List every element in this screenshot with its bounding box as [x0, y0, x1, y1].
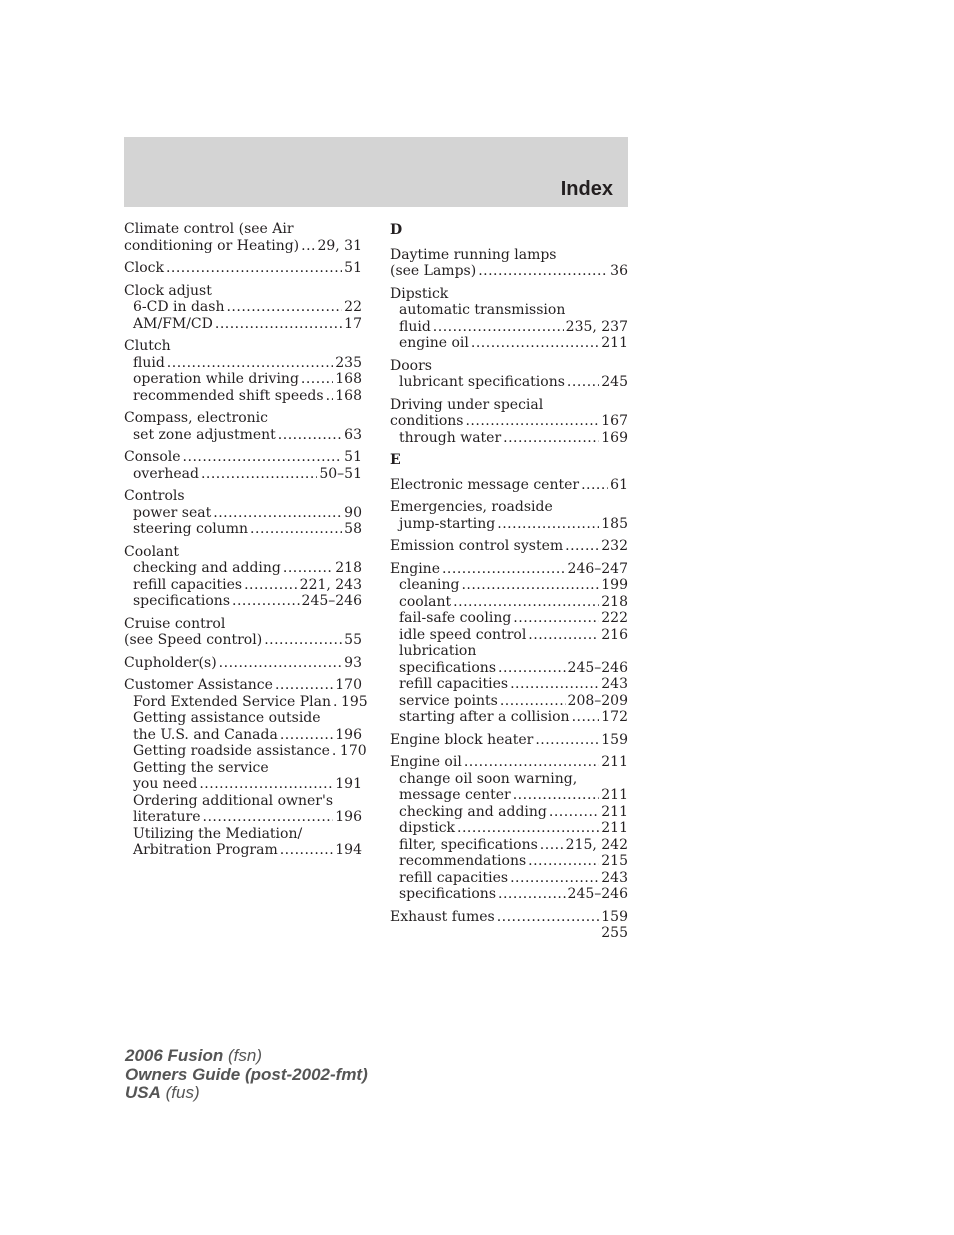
index-term: the U.S. and Canada — [133, 726, 278, 743]
index-page-ref: 215, 242 — [565, 836, 628, 853]
index-term: Engine block heater — [390, 731, 534, 748]
index-entry-line — [124, 488, 362, 505]
index-entry-line — [124, 260, 362, 277]
index-page-ref: 168 — [335, 387, 362, 404]
dot-leader — [278, 427, 342, 444]
index-term: Clock adjust — [124, 282, 212, 299]
index-entry — [124, 449, 362, 482]
index-term: Console — [124, 449, 181, 465]
index-page-ref: 17 — [344, 315, 362, 332]
index-page-ref: 191 — [335, 776, 362, 792]
index-term: Ford Extended Service Plan — [133, 693, 331, 710]
index-subentry — [390, 627, 628, 644]
footer-line-3: USA (fus) — [125, 1083, 200, 1102]
index-page-ref: 208–209 — [567, 692, 628, 709]
index-entry — [390, 247, 628, 280]
index-entry-line — [390, 909, 628, 926]
index-subentry — [390, 660, 628, 677]
index-page-ref: 245 — [601, 374, 628, 390]
dot-leader — [478, 263, 608, 280]
index-term: Getting the service — [133, 759, 269, 776]
index-subentry — [390, 787, 628, 804]
index-page-ref: 172 — [601, 709, 628, 725]
index-term: engine oil — [399, 335, 469, 351]
index-page-ref: 232 — [601, 538, 628, 554]
dot-leader — [565, 538, 599, 555]
index-subentry — [124, 743, 367, 760]
dot-leader — [326, 388, 334, 405]
index-term: coolant — [399, 593, 452, 610]
index-entry — [124, 488, 362, 538]
index-entry — [390, 397, 628, 447]
index-entry-line — [124, 544, 362, 561]
index-term: jump-starting — [399, 515, 496, 532]
index-term: lubricant specifications — [399, 374, 565, 390]
index-entry — [124, 283, 362, 333]
index-term: Ordering additional owner's — [133, 792, 334, 809]
index-page-ref: 50–51 — [319, 465, 362, 482]
index-subentry — [390, 676, 628, 693]
index-subentry — [390, 577, 628, 594]
index-term: Engine — [390, 560, 440, 577]
index-page-ref: 29, 31 — [317, 237, 362, 254]
index-subentry — [124, 355, 362, 372]
dot-leader — [442, 561, 566, 578]
index-page-ref: 243 — [601, 869, 628, 886]
index-subentry — [124, 710, 362, 727]
index-term: Emergencies, roadside — [390, 499, 553, 515]
index-subentry — [390, 709, 628, 726]
index-page-ref: 167 — [601, 413, 628, 429]
index-subentry — [124, 371, 362, 388]
index-term: overhead — [133, 465, 199, 482]
index-term: Dipstick — [390, 285, 449, 302]
dot-leader — [250, 521, 342, 538]
index-entry-line — [124, 221, 362, 238]
index-term: Cruise control — [124, 615, 226, 632]
index-subentry — [124, 842, 362, 859]
index-entry — [390, 754, 628, 903]
index-entry-line — [390, 754, 628, 771]
index-term: Getting assistance outside — [133, 710, 321, 726]
index-entry — [124, 677, 368, 859]
index-term: literature — [133, 809, 201, 825]
index-term: 6-CD in dash — [133, 299, 225, 315]
index-subentry — [390, 804, 628, 821]
index-subentry — [390, 870, 628, 887]
index-entry — [390, 909, 628, 926]
index-entry-line — [124, 238, 362, 255]
footer — [125, 1047, 368, 1103]
index-page-ref: 36 — [610, 263, 628, 279]
index-term: lubrication — [399, 643, 477, 659]
page-number: 255 — [601, 925, 628, 941]
index-subentry — [390, 610, 628, 627]
index-term: Clutch — [124, 338, 171, 354]
dot-leader — [201, 466, 317, 483]
index-subentry — [124, 388, 362, 405]
index-subentry — [390, 643, 628, 660]
index-entry-line — [390, 247, 628, 264]
dot-leader — [433, 319, 564, 336]
index-entry-line — [390, 263, 628, 280]
index-subentry — [124, 505, 362, 522]
index-term: cleaning — [399, 577, 460, 593]
dot-leader — [503, 430, 599, 447]
dot-leader — [199, 776, 333, 793]
index-entry — [390, 477, 628, 494]
index-subentry — [390, 853, 628, 870]
index-page-ref: 185 — [601, 515, 628, 532]
index-term: refill capacities — [399, 676, 509, 692]
dot-leader — [244, 577, 298, 594]
index-entry — [390, 732, 628, 749]
index-entry — [390, 286, 628, 352]
index-entry-line — [124, 283, 362, 300]
index-page-ref: 211 — [601, 787, 628, 803]
index-term: automatic transmission — [399, 302, 566, 318]
index-page-ref: 51 — [344, 449, 362, 465]
index-term: specifications — [133, 593, 231, 609]
index-term: Coolant — [124, 543, 180, 560]
index-subentry — [124, 427, 362, 444]
dot-leader — [513, 787, 600, 804]
index-subentry — [390, 820, 628, 837]
index-term: specifications — [399, 659, 497, 676]
index-term: Getting roadside assistance — [133, 743, 330, 759]
index-term: fluid — [133, 354, 165, 371]
index-term: Controls — [124, 488, 185, 504]
index-page-ref: 243 — [601, 676, 628, 692]
index-subentry — [124, 793, 362, 810]
index-term: operation while driving — [133, 371, 299, 387]
index-page-ref: 245–246 — [567, 659, 628, 676]
dot-leader — [203, 809, 334, 826]
index-subentry — [124, 776, 362, 793]
index-subentry — [124, 521, 362, 538]
index-page-ref: 196 — [335, 726, 362, 743]
index-page-ref: 211 — [601, 335, 628, 351]
index-subentry — [390, 693, 628, 710]
index-term: specifications — [399, 886, 497, 902]
dot-leader — [513, 610, 599, 627]
index-entry-line — [390, 286, 628, 303]
index-term: you need — [133, 776, 198, 792]
dot-leader — [332, 743, 338, 760]
page-title: Index — [560, 178, 613, 200]
index-entry-line — [390, 477, 628, 494]
index-term: recommendations — [399, 853, 527, 869]
index-entry-line — [124, 677, 362, 694]
index-page-ref: 93 — [344, 654, 362, 671]
index-term: Compass, electronic — [124, 410, 268, 426]
dot-leader — [275, 677, 333, 694]
dot-leader — [528, 627, 599, 644]
dot-leader — [498, 660, 566, 677]
index-term: conditions — [390, 413, 464, 429]
index-term: Emission control system — [390, 538, 564, 554]
index-term: filter, specifications — [399, 836, 538, 853]
dot-leader — [471, 335, 599, 352]
dot-leader — [280, 842, 334, 859]
index-term: through water — [399, 429, 502, 446]
index-term: starting after a collision — [399, 709, 570, 725]
dot-leader — [264, 632, 342, 649]
index-term: Driving under special — [390, 396, 544, 413]
index-term: Clock — [124, 260, 164, 276]
index-entry-line — [124, 616, 362, 633]
dot-leader — [226, 299, 342, 316]
index-page-ref: 199 — [601, 577, 628, 593]
dot-leader — [500, 693, 566, 710]
index-entry-line — [390, 561, 628, 578]
index-entry-line — [124, 449, 362, 466]
index-subentry — [390, 374, 628, 391]
index-subentry — [124, 693, 368, 711]
index-subentry — [124, 316, 362, 333]
index-page-ref: 245–246 — [567, 886, 628, 902]
index-subentry — [124, 760, 362, 777]
index-entry-line — [390, 732, 628, 749]
index-page-ref: 22 — [344, 299, 362, 315]
dot-leader — [301, 238, 315, 255]
index-term: fail-safe cooling — [399, 610, 512, 626]
index-subentry — [124, 577, 362, 594]
dot-leader — [280, 727, 333, 744]
index-subentry — [124, 826, 362, 843]
index-term: AM/FM/CD — [133, 315, 213, 332]
index-subentry — [390, 430, 628, 447]
dot-leader — [167, 355, 333, 372]
index-page-ref: 159 — [601, 731, 628, 748]
index-term: (see Lamps) — [390, 263, 477, 279]
dot-leader — [549, 804, 599, 821]
index-entry — [124, 410, 362, 443]
dot-leader — [497, 909, 600, 926]
index-page-ref: 222 — [601, 610, 628, 626]
index-term: Exhaust fumes — [390, 908, 495, 925]
index-term: service points — [399, 692, 498, 709]
dot-leader — [510, 870, 599, 887]
index-subentry — [390, 771, 628, 788]
dot-leader — [283, 560, 333, 577]
index-page-ref: 235 — [335, 354, 362, 371]
index-term: fluid — [399, 318, 431, 335]
index-term: (see Speed control) — [124, 632, 263, 648]
index-entry — [390, 538, 628, 555]
index-term: Climate control (see Air — [124, 221, 294, 237]
index-term: checking and adding — [399, 803, 547, 820]
index-term: refill capacities — [399, 869, 509, 886]
index-entry — [124, 338, 362, 404]
index-entry — [390, 358, 628, 391]
index-page-ref: 211 — [601, 803, 628, 820]
index-page-ref: 170 — [339, 743, 367, 759]
footer-line-2: Owners Guide (post-2002-fmt) — [125, 1064, 368, 1084]
index-page-ref: 194 — [335, 842, 362, 858]
index-column-right — [390, 221, 628, 931]
dot-leader — [498, 886, 566, 903]
dot-leader — [457, 820, 599, 837]
dot-leader — [581, 477, 608, 494]
index-page-ref: 63 — [344, 426, 362, 443]
index-column-left — [124, 221, 368, 865]
index-page-ref: 218 — [335, 560, 362, 576]
index-entry — [124, 260, 362, 277]
dot-leader — [333, 694, 339, 711]
index-term: Electronic message center — [390, 476, 580, 493]
dot-leader — [219, 655, 343, 672]
dot-leader — [183, 449, 343, 466]
index-page-ref: 90 — [344, 504, 362, 521]
index-subentry — [124, 560, 362, 577]
index-section-letter: E — [390, 452, 401, 468]
index-page-ref: 55 — [344, 632, 362, 648]
index-entry-line — [124, 410, 362, 427]
index-term: Cupholder(s) — [124, 654, 217, 671]
index-entry-line — [390, 499, 628, 516]
dot-leader — [540, 837, 564, 854]
index-page-ref: 211 — [601, 754, 628, 770]
index-term: Engine oil — [390, 754, 462, 770]
dot-leader — [464, 754, 599, 771]
dot-leader — [453, 594, 599, 611]
index-page-ref: 195 — [340, 693, 368, 710]
index-subentry — [390, 837, 628, 854]
index-subentry — [124, 593, 362, 610]
index-subentry — [390, 302, 628, 319]
index-page-ref: 61 — [610, 476, 628, 493]
dot-leader — [301, 371, 333, 388]
index-page-ref: 215 — [601, 853, 628, 869]
index-page-ref: 51 — [344, 260, 362, 276]
index-term: steering column — [133, 521, 249, 537]
index-page-ref: 221, 243 — [299, 576, 362, 593]
index-term: set zone adjustment — [133, 426, 276, 443]
index-subentry — [390, 335, 628, 352]
index-term: Doors — [390, 357, 432, 374]
dot-leader — [497, 516, 599, 533]
index-subentry — [124, 727, 362, 744]
footer-line-1: 2006 Fusion (fsn) — [125, 1046, 262, 1065]
index-page-ref: 170 — [335, 677, 362, 693]
index-subentry — [390, 516, 628, 533]
index-term: Arbitration Program — [133, 842, 278, 858]
index-term: refill capacities — [133, 576, 243, 593]
index-subentry — [124, 466, 362, 483]
index-page-ref: 159 — [601, 908, 628, 925]
index-entry-line — [124, 338, 362, 355]
dot-leader — [232, 593, 300, 610]
index-term: message center — [399, 787, 511, 803]
index-term: dipstick — [399, 820, 456, 836]
index-term: Utilizing the Mediation/ — [133, 825, 303, 842]
index-page-ref: 246–247 — [567, 560, 628, 577]
index-page-ref: 168 — [335, 371, 362, 387]
index-subentry — [390, 886, 628, 903]
index-entry — [124, 616, 362, 649]
index-subentry — [390, 594, 628, 611]
index-entry — [390, 499, 628, 532]
dot-leader — [572, 709, 600, 726]
dot-leader — [535, 732, 599, 749]
dot-leader — [465, 413, 599, 430]
dot-leader — [215, 316, 342, 333]
index-subentry — [124, 299, 362, 316]
index-term: idle speed control — [399, 626, 527, 643]
dot-leader — [213, 505, 342, 522]
index-subentry — [124, 809, 362, 826]
index-term: Daytime running lamps — [390, 246, 557, 263]
index-term: change oil soon warning, — [399, 770, 578, 787]
index-entry-line — [390, 413, 628, 430]
index-term: Customer Assistance — [124, 677, 273, 693]
header-band — [124, 137, 628, 207]
dot-leader — [461, 577, 599, 594]
index-entry — [124, 221, 362, 254]
dot-leader — [567, 374, 599, 391]
dot-leader — [528, 853, 599, 870]
index-entry-line — [390, 538, 628, 555]
index-entry-line — [390, 358, 628, 375]
index-page-ref: 245–246 — [301, 593, 362, 609]
index-term: checking and adding — [133, 560, 281, 576]
index-entry — [124, 655, 362, 672]
index-term: power seat — [133, 504, 212, 521]
index-page-ref: 196 — [335, 809, 362, 825]
index-entry-line — [124, 632, 362, 649]
index-entry — [390, 561, 628, 726]
index-term: conditioning or Heating) — [124, 237, 300, 254]
index-section-letter: D — [390, 222, 403, 238]
index-page-ref: 211 — [601, 820, 628, 836]
index-term: recommended shift speeds — [133, 387, 324, 404]
dot-leader — [510, 676, 599, 693]
index-page-ref: 169 — [601, 429, 628, 446]
index-entry-line — [390, 397, 628, 414]
index-entry-line — [124, 655, 362, 672]
dot-leader — [166, 260, 342, 277]
index-page-ref: 58 — [344, 521, 362, 537]
index-page-ref: 218 — [601, 593, 628, 610]
index-entry — [124, 544, 362, 610]
index-page-ref: 235, 237 — [565, 318, 628, 335]
index-page-ref: 216 — [601, 626, 628, 643]
index-subentry — [390, 319, 628, 336]
